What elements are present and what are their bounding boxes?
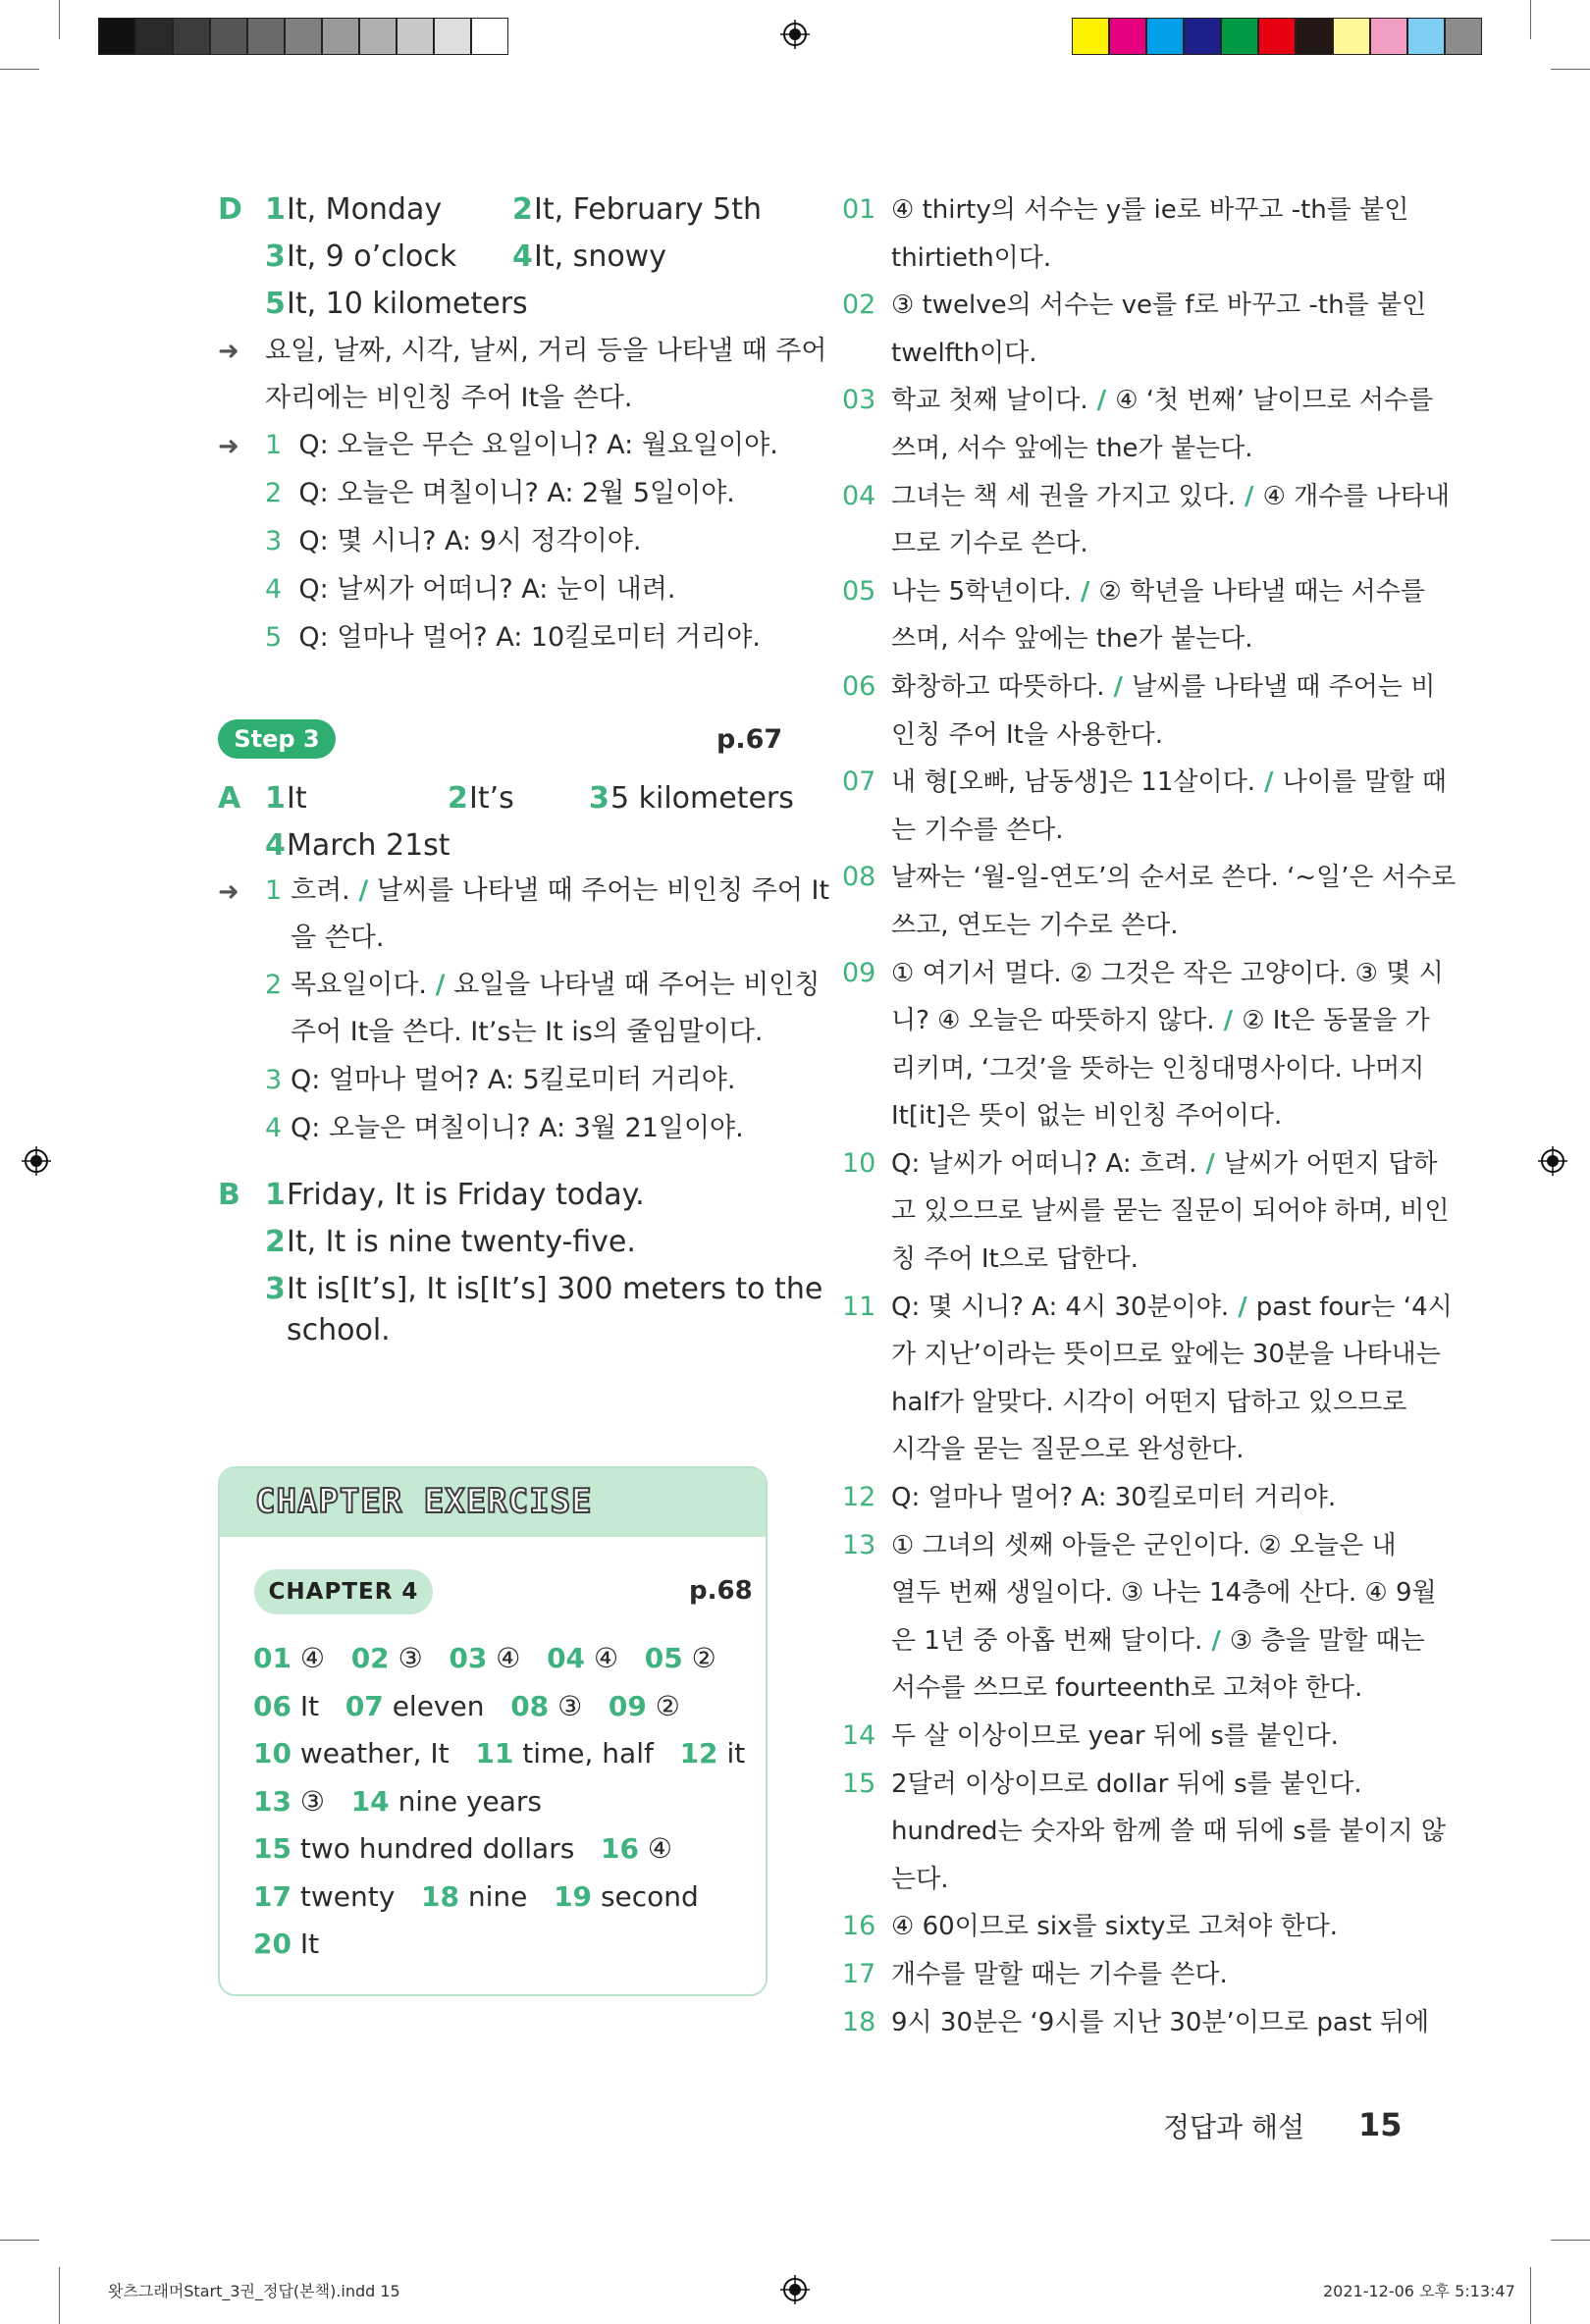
explanation-item <box>842 1474 1431 1522</box>
answer-number: 2 <box>512 192 533 227</box>
explanation-line: 므로 기수로 쓴다. <box>891 529 1088 559</box>
gray-swatch <box>247 18 285 55</box>
section-letter: B <box>218 1178 240 1212</box>
answer-number: 10 <box>253 1737 292 1769</box>
explanation-item <box>842 1140 1450 1284</box>
explanation-line: 시각을 묻는 질문으로 완성한다. <box>891 1435 1245 1465</box>
item-number: 18 <box>842 2006 876 2037</box>
explanation-line: Q: 몇 시니? A: 4시 30분이야. / past four는 ‘4시 <box>891 1292 1453 1322</box>
chapter-exercise-box <box>218 1466 768 1996</box>
gray-swatch <box>322 18 359 55</box>
explanation-line: half가 알맞다. 시각이 어떤지 답하고 있으므로 <box>891 1387 1407 1417</box>
color-swatch <box>1407 18 1445 55</box>
answer-row <box>253 1641 745 1689</box>
gray-swatch <box>397 18 434 55</box>
answer-number: 5 <box>265 287 286 321</box>
explanation-line: 은 1년 중 아홉 번째 달이다. / ③ 층을 말할 때는 <box>891 1625 1425 1656</box>
item-number: 04 <box>842 480 876 511</box>
registration-mark-icon <box>1538 1146 1567 1176</box>
gray-swatch <box>434 18 471 55</box>
gray-swatch <box>210 18 247 55</box>
answer-text: ③ <box>398 1642 423 1674</box>
gray-swatch <box>359 18 397 55</box>
explanation-line: ③ twelve의 서수는 ve를 f로 바꾸고 -th를 붙인 <box>891 290 1427 321</box>
explanation-line: ① 그녀의 셋째 아들은 군인이다. ② 오늘은 내 <box>891 1530 1397 1560</box>
answer-row <box>253 1784 745 1832</box>
explanation-item <box>842 950 1444 1140</box>
print-timestamp: 2021-12-06 오후 5:13:47 <box>1323 2282 1515 2300</box>
answer-number: 03 <box>449 1642 488 1674</box>
answer-number: 02 <box>350 1642 390 1674</box>
answer-text: It, Monday <box>287 192 443 227</box>
explanation-line: 목요일이다. / 요일을 나타낼 때 주어는 비인칭 <box>291 970 821 1000</box>
explanation-item <box>842 1761 1446 1904</box>
answer-text: It <box>287 781 307 816</box>
gray-swatch <box>135 18 173 55</box>
explanation-line: 는 기수를 쓴다. <box>891 815 1064 845</box>
chapter-exercise-title: CHAPTER EXERCISE <box>255 1482 593 1521</box>
answer-text: It, snowy <box>534 239 666 274</box>
answer-text: It <box>299 1928 320 1960</box>
explanation-item <box>842 854 1457 949</box>
arrow-right-icon: ➜ <box>218 877 239 907</box>
explanation-line: 칭 주어 It으로 답한다. <box>891 1244 1139 1275</box>
explanation-line: Q: 오늘은 며칠이니? A: 3월 21일이야. <box>291 1113 744 1143</box>
explanation-line: 화창하고 따뜻하다. / 날씨를 나타낼 때 주어는 비 <box>891 671 1436 702</box>
item-number: 12 <box>842 1482 876 1513</box>
explanation-item <box>842 663 1436 759</box>
color-swatch <box>1184 18 1221 55</box>
arrow-right-icon: ➜ <box>218 337 239 366</box>
section-title: 정답과 해설 <box>1163 2111 1305 2143</box>
answer-explanations <box>842 186 1457 2046</box>
answer-text: school. <box>287 1313 391 1347</box>
answer-text: nine <box>467 1879 528 1913</box>
color-swatch <box>1072 18 1109 55</box>
step-badge: Step 3 <box>218 719 336 759</box>
explanation-line: 열두 번째 생일이다. ③ 나는 14층에 산다. ④ 9월 <box>891 1578 1437 1609</box>
color-swatch <box>1146 18 1184 55</box>
explanation-item <box>842 759 1447 854</box>
color-swatch <box>1333 18 1370 55</box>
explanation-line: twelfth이다. <box>891 338 1037 368</box>
color-swatch <box>1296 18 1333 55</box>
item-number: 1 <box>265 875 283 906</box>
color-swatch <box>1221 18 1258 55</box>
answer-text: It <box>299 1689 320 1722</box>
answer-number: 20 <box>253 1928 292 1960</box>
answer-text: ④ <box>496 1642 521 1674</box>
answer-number: 08 <box>510 1689 550 1722</box>
explanation-line: 서수를 쓰므로 fourteenth로 고쳐야 한다. <box>891 1673 1363 1704</box>
item-number: 3 <box>265 1065 283 1095</box>
explanation-item <box>842 568 1431 663</box>
answer-text: nine years <box>398 1784 543 1818</box>
item-number: 17 <box>842 1958 876 1989</box>
answer-text: eleven <box>392 1689 485 1722</box>
translation-list <box>265 430 778 670</box>
arrow-right-icon: ➜ <box>218 432 239 461</box>
explanation-line: 요일, 날짜, 시각, 날씨, 거리 등을 나타낼 때 주어 <box>265 336 827 366</box>
gray-swatch <box>173 18 210 55</box>
explanation-item <box>842 1999 1431 2047</box>
page-number: 15 <box>1358 2106 1403 2143</box>
section-letter: A <box>218 781 241 816</box>
explanation-line: hundred는 숫자와 함께 쓸 때 뒤에 s를 붙이지 않 <box>891 1817 1446 1847</box>
explanation-line: It[it]은 뜻이 없는 비인칭 주어이다. <box>891 1101 1283 1132</box>
answer-row <box>253 1736 745 1784</box>
answer-number: 11 <box>475 1737 514 1769</box>
explanation-item <box>842 1713 1431 1761</box>
explanation-line: ① 여기서 멀다. ② 그것은 작은 고양이다. ③ 몇 시 <box>891 958 1444 988</box>
explanation-line: 는다. <box>891 1864 949 1894</box>
answer-number: 3 <box>265 239 286 274</box>
explanation-line: 가 지난’이라는 뜻이므로 앞에는 30분을 나타내는 <box>891 1340 1441 1370</box>
registration-mark-icon <box>780 2275 810 2304</box>
explanation-line: 학교 첫째 날이다. / ④ ‘첫 번째’ 날이므로 서수를 <box>891 386 1434 416</box>
answer-row <box>253 1689 745 1737</box>
color-swatch <box>1109 18 1146 55</box>
registration-mark-icon <box>22 1146 51 1176</box>
list-item: 3 Q: 몇 시니? A: 9시 정각이야. <box>265 526 642 556</box>
answer-number: 07 <box>344 1689 384 1722</box>
answer-text: It, 9 o’clock <box>287 239 457 274</box>
answer-text: ④ <box>299 1642 325 1674</box>
answer-number: 06 <box>253 1689 292 1722</box>
answer-number: 04 <box>547 1642 586 1674</box>
explanation-line: 2달러 이상이므로 dollar 뒤에 s를 붙인다. <box>891 1769 1362 1799</box>
item-number: 16 <box>842 1911 876 1942</box>
answer-row <box>253 1927 745 1975</box>
color-swatch <box>1258 18 1296 55</box>
answer-text: ② <box>691 1642 716 1674</box>
explanation-line: 인칭 주어 It을 사용한다. <box>891 719 1163 750</box>
explanation-line: Q: 얼마나 멀어? A: 30킬로미터 거리야. <box>891 1483 1337 1513</box>
registration-mark-icon <box>780 20 810 49</box>
answer-text: time, half <box>522 1737 654 1769</box>
answer-number: 13 <box>253 1784 292 1818</box>
file-name: 왓츠그래머Start_3권_정답(본책).indd 15 <box>108 2282 400 2300</box>
answer-text: Friday, It is Friday today. <box>287 1178 645 1212</box>
explanation-line: 날짜는 ‘월-일-연도’의 순서로 쓴다. ‘~일’은 서수로 <box>891 863 1457 893</box>
gray-swatch <box>98 18 135 55</box>
item-number: 07 <box>842 766 876 798</box>
answer-text: It, 10 kilometers <box>287 287 528 321</box>
answer-number: 19 <box>554 1879 593 1913</box>
answer-number: 1 <box>265 192 286 227</box>
explanation-line: 쓰고, 연도는 기수로 쓴다. <box>891 910 1179 940</box>
explanation-line: ④ thirty의 서수는 y를 ie로 바꾸고 -th를 붙인 <box>891 195 1409 225</box>
color-swatch <box>1445 18 1482 55</box>
answer-text: twenty <box>299 1879 396 1913</box>
gray-swatch <box>471 18 508 55</box>
item-number: 02 <box>842 290 876 321</box>
explanation-line: 9시 30분은 ‘9시를 지난 30분’이므로 past 뒤에 <box>891 2007 1430 2037</box>
list-item: 2 Q: 오늘은 며칠이니? A: 2월 5일이야. <box>265 478 735 508</box>
answer-number: 16 <box>601 1832 639 1865</box>
answer-number: 17 <box>253 1879 292 1913</box>
answer-number: 12 <box>679 1737 718 1769</box>
explanation-item <box>842 282 1431 377</box>
answer-text: weather, It <box>299 1737 450 1769</box>
answer-number: 1 <box>265 1178 286 1212</box>
answer-number: 4 <box>265 828 286 863</box>
explanation-line: Q: 날씨가 어떠니? A: 흐려. / 날씨가 어떤지 답하 <box>891 1148 1438 1179</box>
explanation-line: 을 쓴다. <box>291 923 385 953</box>
explanation-line: thirtieth이다. <box>891 242 1052 273</box>
item-number: 15 <box>842 1768 876 1799</box>
explanation-line: 두 살 이상이므로 year 뒤에 s를 붙인다. <box>891 1721 1339 1751</box>
explanation-line: 리키며, ‘그것’을 뜻하는 인칭대명사이다. 나머지 <box>891 1053 1425 1083</box>
page-reference: p.68 <box>689 1576 753 1606</box>
item-number: 2 <box>265 970 283 1000</box>
answer-number: 15 <box>253 1832 292 1865</box>
item-number: 4 <box>265 1113 283 1143</box>
section-letter: D <box>218 192 242 227</box>
answer-number: 3 <box>589 781 610 816</box>
chapter-exercise-header <box>220 1468 766 1537</box>
item-number: 10 <box>842 1147 876 1179</box>
page-reference: p.67 <box>716 724 783 755</box>
list-item: 1 Q: 오늘은 무슨 요일이니? A: 월요일이야. <box>265 430 778 460</box>
answer-text: It, It is nine twenty-five. <box>287 1225 636 1259</box>
item-number: 11 <box>842 1291 876 1322</box>
answer-text: It, February 5th <box>534 192 763 227</box>
item-number: 13 <box>842 1529 876 1560</box>
answer-number: 14 <box>350 1784 390 1818</box>
answer-number: 09 <box>608 1689 647 1722</box>
explanation-line: 흐려. / 날씨를 나타낼 때 주어는 비인칭 주어 It <box>291 875 830 906</box>
item-number: 03 <box>842 385 876 416</box>
answer-number: 2 <box>448 781 468 816</box>
answer-text: 5 kilometers <box>610 781 794 816</box>
explanation-item <box>842 473 1451 568</box>
chapter-badge: CHAPTER 4 <box>254 1569 433 1614</box>
explanation-line: 그녀는 책 세 권을 가지고 있다. / ④ 개수를 나타내 <box>891 481 1451 511</box>
explanation-line: 고 있으므로 날씨를 묻는 질문이 되어야 하며, 비인 <box>891 1196 1450 1227</box>
explanation-line: Q: 얼마나 멀어? A: 5킬로미터 거리야. <box>291 1065 736 1095</box>
explanation-line: 쓰며, 서수 앞에는 the가 붙는다. <box>891 433 1253 463</box>
answer-text: It is[It’s], It is[It’s] 300 meters to the <box>287 1272 823 1306</box>
answer-number: 18 <box>420 1879 459 1913</box>
explanation-item <box>842 377 1434 472</box>
answer-text: it <box>726 1737 746 1769</box>
list-item: 5 Q: 얼마나 멀어? A: 10킬로미터 거리야. <box>265 622 761 653</box>
item-number: 06 <box>842 670 876 702</box>
answer-text: ④ <box>593 1642 619 1674</box>
answer-text: two hundred dollars <box>299 1832 575 1865</box>
explanation-line: 니? ④ 오늘은 따뜻하지 않다. / ② It은 동물을 가 <box>891 1006 1430 1036</box>
item-number: 14 <box>842 1720 876 1751</box>
answer-text: March 21st <box>287 828 450 863</box>
explanation-line: 쓰며, 서수 앞에는 the가 붙는다. <box>891 624 1253 655</box>
explanation-line: 개수를 말할 때는 기수를 쓴다. <box>891 1959 1228 1989</box>
answer-text: ③ <box>557 1689 583 1722</box>
answer-text: ④ <box>647 1832 673 1865</box>
color-swatch <box>1370 18 1407 55</box>
answer-text: It’s <box>469 781 514 816</box>
answer-row <box>253 1831 745 1879</box>
answer-text: second <box>600 1879 699 1913</box>
item-number: 08 <box>842 862 876 893</box>
answer-number: 2 <box>265 1225 286 1259</box>
answer-number: 4 <box>512 239 533 274</box>
list-item: 4 Q: 날씨가 어떠니? A: 눈이 내려. <box>265 574 676 605</box>
answer-number: 01 <box>253 1642 292 1674</box>
item-number: 01 <box>842 194 876 225</box>
answer-text: ② <box>655 1689 680 1722</box>
explanation-item <box>842 1903 1431 1951</box>
explanation-line: 나는 5학년이다. / ② 학년을 나타낼 때는 서수를 <box>891 576 1426 607</box>
explanation-line: 주어 It을 쓴다. It’s는 It is의 줄임말이다. <box>291 1017 764 1047</box>
explanation-item <box>842 1951 1431 1999</box>
explanation-line: ④ 60이므로 six를 sixty로 고쳐야 한다. <box>891 1912 1339 1942</box>
answer-number: 1 <box>265 781 286 816</box>
item-number: 09 <box>842 957 876 988</box>
explanation-line: 내 형[오빠, 남동생]은 11살이다. / 나이를 말할 때 <box>891 767 1447 798</box>
item-number: 05 <box>842 575 876 607</box>
answer-row <box>253 1879 745 1928</box>
explanation-line: 자리에는 비인칭 주어 It을 쓴다. <box>265 383 633 413</box>
explanation-item <box>842 1522 1437 1713</box>
answer-number: 3 <box>265 1272 286 1306</box>
explanation-item <box>842 1284 1453 1474</box>
answer-number: 05 <box>644 1642 683 1674</box>
explanation-item <box>842 186 1431 282</box>
answer-grid <box>253 1641 745 1975</box>
answer-text: ③ <box>299 1784 325 1818</box>
gray-swatch <box>285 18 322 55</box>
